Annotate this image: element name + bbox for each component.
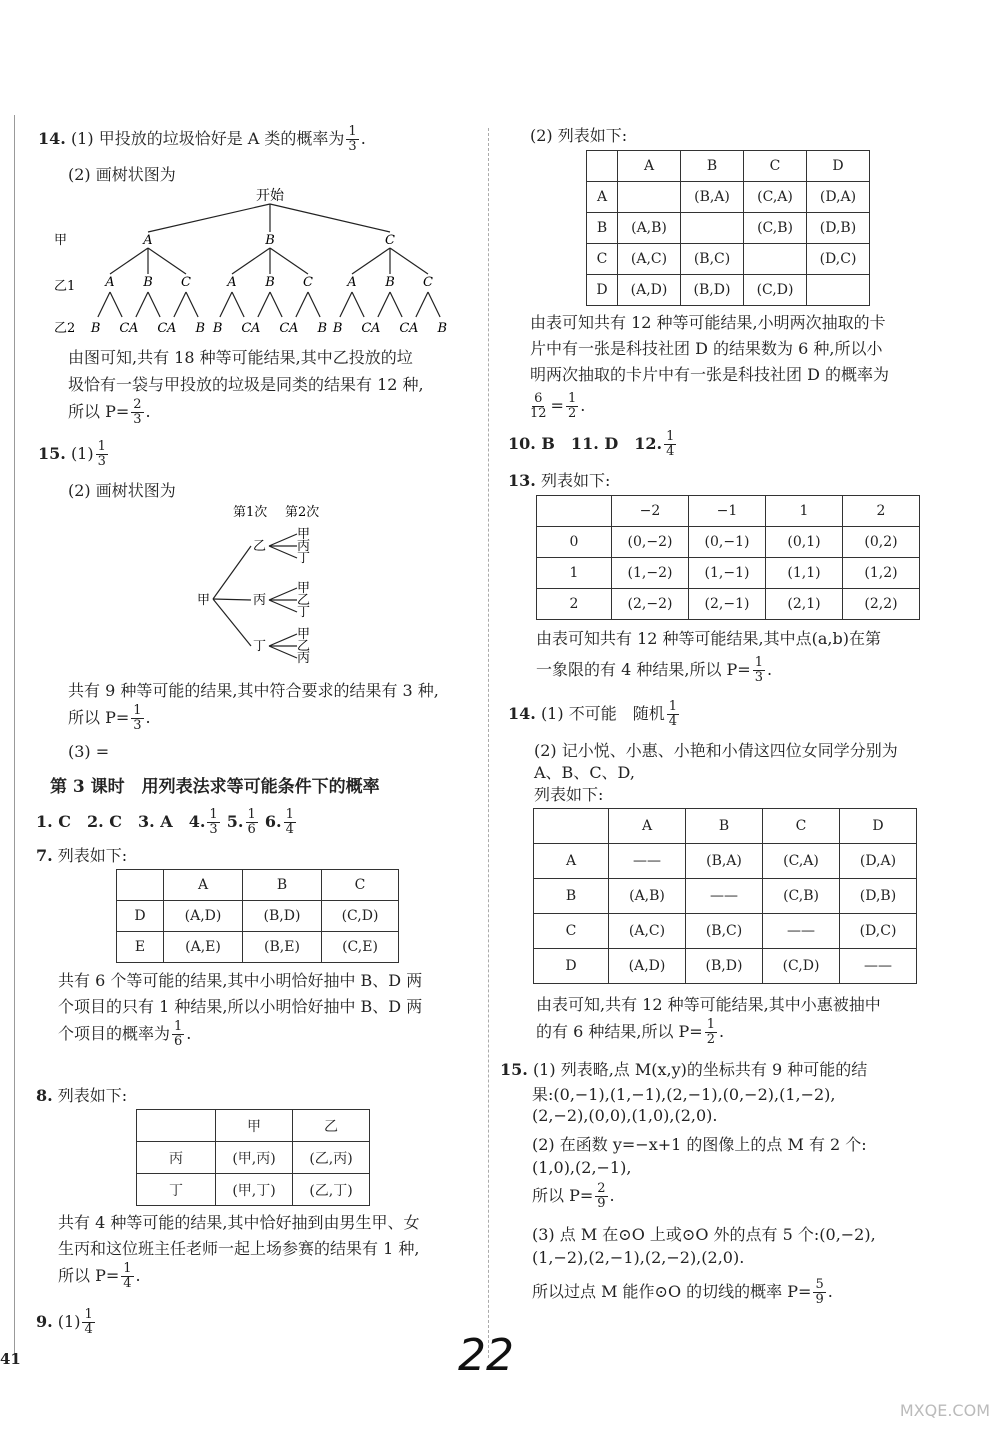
- tree-root: 甲: [197, 593, 211, 608]
- table-cell: (C,D): [763, 949, 840, 984]
- tree-branch: [270, 204, 390, 232]
- table-row: [117, 932, 399, 963]
- table-cell: (B,D): [686, 949, 763, 984]
- tree-node-l3: B: [317, 321, 328, 336]
- table-cell: D: [117, 901, 164, 932]
- table-q9: [586, 150, 870, 306]
- tree-header-2: 第2次: [285, 505, 320, 520]
- table-cell: B: [587, 213, 618, 244]
- tree-node-l3: A: [251, 321, 261, 336]
- table-cell: (0,−1): [689, 527, 766, 558]
- table-cell: (D,B): [807, 213, 870, 244]
- table-cell: (D,A): [840, 844, 917, 879]
- table-cell: 1: [537, 558, 612, 589]
- right-q14-c2: 的有 6 种结果,所以 P= $\frac{1}{2}$ .: [536, 1017, 725, 1047]
- table-cell: (0,2): [843, 527, 920, 558]
- table-cell: (甲,丁): [216, 1174, 293, 1206]
- table-cell: (乙,丙): [293, 1142, 370, 1174]
- tree-node-l2: C: [303, 275, 313, 290]
- right-q9-c3: 明两次抽取的卡片中有一张是科技社团 D 的概率为: [530, 365, 890, 384]
- table-cell: [807, 275, 870, 306]
- table-row: [587, 275, 870, 306]
- tree-branch: [269, 600, 297, 612]
- tree-branch: [110, 248, 148, 274]
- table-header-cell: −2: [612, 496, 689, 527]
- tree-node-l1: B: [265, 233, 275, 248]
- tree-node-l3: B: [332, 321, 343, 336]
- tree-node-l3: C: [399, 321, 410, 336]
- table-cell: (A,C): [609, 914, 686, 949]
- tree-branch: [296, 292, 308, 317]
- table-header-cell: B: [681, 151, 744, 182]
- tree-branch: [269, 588, 297, 600]
- left-q7-c3: 个项目的概率为 $\frac{1}{6}$ .: [58, 1019, 192, 1049]
- tree-node-mid: 丁: [253, 639, 267, 654]
- table-cell: (2,2): [843, 589, 920, 620]
- tree-branch: [352, 292, 364, 317]
- table-cell: 丙: [137, 1142, 216, 1174]
- right-q10-12: 10. B 11. D 12. $\frac{1}{4}$: [508, 429, 675, 459]
- left-q7-c2: 个项目的只有 1 种结果,所以小明恰好抽中 B、D 两: [58, 997, 423, 1016]
- table-cell: (2,1): [766, 589, 843, 620]
- answers-1-6: 1. C 2. C 3. A 4. $\frac{1}{3}$ 5. $\frac{1}{6}$ 6. $\frac{1}{4}$: [36, 807, 294, 837]
- right-q15-l2: 果:(0,−1),(1,−1),(2,−1),(0,−2),(1,−2),: [532, 1085, 836, 1104]
- tree-node-l2: C: [423, 275, 433, 290]
- tree-leaf: 甲: [297, 627, 311, 642]
- table-header-cell: 乙: [293, 1110, 370, 1142]
- table-row: [537, 558, 920, 589]
- table-cell: (D,A): [807, 182, 870, 213]
- table-cell: (B,D): [681, 275, 744, 306]
- table-header-cell: −1: [689, 496, 766, 527]
- tree-branch: [232, 248, 270, 274]
- tree-node-l2: C: [181, 275, 191, 290]
- table-row: [537, 527, 920, 558]
- table-cell: (B,E): [243, 932, 322, 963]
- table-header-cell: A: [609, 809, 686, 844]
- table-cell: (乙,丁): [293, 1174, 370, 1206]
- tree-node-l3: C: [361, 321, 372, 336]
- tree-leaf: 丁: [297, 551, 311, 566]
- table-cell: (甲,丙): [216, 1142, 293, 1174]
- table-cell: D: [587, 275, 618, 306]
- fraction: $\frac{2}{3}$: [133, 397, 142, 427]
- left-q14-conc1: 由图可知,共有 18 种等可能结果,其中乙投放的垃: [68, 348, 413, 367]
- table-cell: (A,B): [609, 879, 686, 914]
- tree-node-l3: A: [289, 321, 299, 336]
- right-q15-l8: (1,−2),(2,−1),(2,−2),(2,0).: [532, 1248, 745, 1267]
- table-header-row: [587, 151, 870, 182]
- table-header-cell: B: [243, 870, 322, 901]
- left-q8-intro: 8. 列表如下:: [36, 1086, 128, 1105]
- table-cell: (2,−2): [612, 589, 689, 620]
- table-cell: (B,C): [681, 244, 744, 275]
- tree-node-l3: C: [279, 321, 290, 336]
- tree-branch: [232, 292, 244, 317]
- tree-node-l3: B: [437, 321, 448, 336]
- tree-branch: [136, 292, 148, 317]
- right-q14-p2b: A、B、C、D,: [534, 763, 635, 782]
- table-cell: ——: [609, 844, 686, 879]
- tree-diagram-q15: [185, 500, 365, 675]
- tree-branch: [269, 634, 297, 646]
- tree-node-l3: A: [167, 321, 177, 336]
- left-q7-intro: 7. 列表如下:: [36, 846, 128, 865]
- table-cell: ——: [686, 879, 763, 914]
- table-row: [587, 182, 870, 213]
- table-cell: (D,B): [840, 879, 917, 914]
- tree-node-l1: C: [385, 233, 395, 248]
- tree-node-l3: A: [409, 321, 419, 336]
- left-q8-c1: 共有 4 种等可能的结果,其中恰好抽到由男生甲、女: [58, 1213, 420, 1232]
- table-row: [534, 844, 917, 879]
- right-q9-c1: 由表可知共有 12 种等可能结果,小明两次抽取的卡: [530, 313, 886, 332]
- table-header-cell: [534, 809, 609, 844]
- table-cell: C: [534, 914, 609, 949]
- right-q15-l6: 所以 P= $\frac{2}{9}$ .: [532, 1181, 615, 1211]
- row-label-yi1: 乙1: [54, 279, 76, 294]
- tree-node-mid: 乙: [253, 539, 267, 554]
- table-header-cell: [537, 496, 612, 527]
- right-q14-p2a: (2) 记小悦、小惠、小艳和小倩这四位女同学分别为: [534, 741, 898, 760]
- table-q8: [136, 1109, 370, 1206]
- tree-branches: [98, 204, 440, 317]
- tree-branch: [213, 546, 251, 599]
- tree-branch: [258, 292, 270, 317]
- table-header-cell: C: [763, 809, 840, 844]
- tree-node-l1: A: [143, 233, 153, 248]
- table-cell: (2,−1): [689, 589, 766, 620]
- table-cell: (B,A): [686, 844, 763, 879]
- table-header-row: [537, 496, 920, 527]
- left-q8-c3: 所以 P= $\frac{1}{4}$ .: [58, 1261, 141, 1291]
- table-cell: (C,E): [322, 932, 399, 963]
- table-cell: (1,−2): [612, 558, 689, 589]
- tree-node-l3: A: [371, 321, 381, 336]
- table-header-cell: 1: [766, 496, 843, 527]
- left-q9: 9. (1) $\frac{1}{4}$: [36, 1307, 93, 1337]
- right-q14-c1: 由表可知,共有 12 种等可能结果,其中小惠被抽中: [536, 995, 881, 1014]
- table-cell: (C,A): [763, 844, 840, 879]
- table-cell: (A,D): [164, 901, 243, 932]
- tree-branch: [148, 292, 160, 317]
- table-header-row: [137, 1110, 370, 1142]
- right-q15-l1: 15. (1) 列表略,点 M(x,y)的坐标共有 9 种可能的结: [500, 1060, 868, 1079]
- table-cell: (C,A): [744, 182, 807, 213]
- table-row: [137, 1174, 370, 1206]
- table-header-cell: [587, 151, 618, 182]
- tree-node-l3: B: [90, 321, 101, 336]
- table-row: [534, 949, 917, 984]
- table-cell: 丁: [137, 1174, 216, 1206]
- right-q13-c2: 一象限的有 4 种结果,所以 P= $\frac{1}{3}$ .: [536, 655, 773, 685]
- right-q9-p2: (2) 列表如下:: [530, 126, 628, 145]
- table-header-cell: [117, 870, 164, 901]
- tree-branch: [110, 292, 122, 317]
- tree-branch: [390, 292, 402, 317]
- fraction: $\frac{1}{3}$: [133, 703, 142, 733]
- table-row: [534, 879, 917, 914]
- right-q15-l7: (3) 点 M 在⊙O 上或⊙O 外的点有 5 个:(0,−2),: [532, 1225, 876, 1244]
- watermark: MXQE.COM: [899, 1401, 990, 1420]
- tree-branch: [378, 292, 390, 317]
- table-cell: B: [534, 879, 609, 914]
- section-title: 第 3 课时 用列表法求等可能条件下的概率: [50, 777, 380, 797]
- right-q14-p1: 14. (1) 不可能 随机 $\frac{1}{4}$: [508, 699, 677, 729]
- right-q15-l5: (1,0),(2,−1),: [532, 1158, 632, 1177]
- tree-leaf: 乙: [297, 593, 311, 608]
- right-q15-l9: 所以过点 M 能作⊙O 的切线的概率 P= $\frac{5}{9}$ .: [532, 1277, 833, 1307]
- tree-branch: [269, 534, 297, 546]
- table-header-cell: [137, 1110, 216, 1142]
- tree-branch: [174, 292, 186, 317]
- tree-branch: [428, 292, 440, 317]
- table-cell: [681, 213, 744, 244]
- table-header-row: [534, 809, 917, 844]
- tree-branch: [148, 204, 270, 232]
- table-row: [534, 914, 917, 949]
- table-header-cell: A: [618, 151, 681, 182]
- tree-branch: [186, 292, 198, 317]
- table-header-cell: D: [807, 151, 870, 182]
- table-cell: (C,B): [744, 213, 807, 244]
- tree-branch: [148, 248, 186, 274]
- table-cell: ——: [763, 914, 840, 949]
- fraction: $\frac{1}{3}$: [348, 124, 357, 154]
- left-q8-c2: 生丙和这位班主任老师一起上场参赛的结果有 1 种,: [58, 1239, 420, 1258]
- table-cell: A: [534, 844, 609, 879]
- table-header-row: [117, 870, 399, 901]
- tree-leaf: 丙: [297, 651, 311, 666]
- tree-node-l3: C: [241, 321, 252, 336]
- table-cell: (A,B): [618, 213, 681, 244]
- left-q14-conc3: 所以 P= $\frac{2}{3}$ .: [68, 397, 151, 427]
- table-row: [587, 213, 870, 244]
- tree-node-l2: B: [143, 275, 153, 290]
- table-cell: (B,C): [686, 914, 763, 949]
- table-cell: (A,D): [618, 275, 681, 306]
- table-row: [117, 901, 399, 932]
- tree-branch: [308, 292, 320, 317]
- left-margin-rule: [14, 115, 15, 1355]
- corner-mark: 41: [0, 1350, 21, 1368]
- table-cell: (B,A): [681, 182, 744, 213]
- left-q14-conc2: 圾恰有一袋与甲投放的垃圾是同类的结果有 12 种,: [68, 375, 424, 394]
- fraction: $\frac{1}{3}$: [97, 439, 106, 469]
- left-q15-p1: 15. (1) $\frac{1}{3}$: [38, 439, 106, 469]
- tree-branch: [416, 292, 428, 317]
- tree-leaf: 甲: [297, 581, 311, 596]
- tree-node-l2: A: [347, 275, 357, 290]
- table-q14: [533, 808, 917, 984]
- table-cell: (A,C): [618, 244, 681, 275]
- row-label-jia: 甲: [54, 233, 68, 248]
- table-q13: [536, 495, 920, 620]
- tree-branch: [213, 599, 251, 600]
- right-q9-c4: $\frac{6}{12}$ = $\frac{1}{2}$ .: [530, 391, 586, 421]
- tree-leaf: 乙: [297, 639, 311, 654]
- text: (1) 甲投放的垃圾恰好是 A 类的概率为: [70, 129, 345, 148]
- left-q15-p3: (3) =: [68, 742, 110, 761]
- table-row: [137, 1142, 370, 1174]
- table-cell: (1,−1): [689, 558, 766, 589]
- row-label-yi2: 乙2: [54, 321, 76, 336]
- table-cell: (B,D): [243, 901, 322, 932]
- right-q15-l3: (2,−2),(0,0),(1,0),(2,0).: [532, 1106, 718, 1125]
- tree-branch: [390, 248, 428, 274]
- table-cell: D: [534, 949, 609, 984]
- table-cell: (D,C): [840, 914, 917, 949]
- table-cell: (C,D): [322, 901, 399, 932]
- table-cell: 2: [537, 589, 612, 620]
- tree-branch: [269, 546, 297, 558]
- right-q13-intro: 13. 列表如下:: [508, 471, 611, 490]
- table-cell: (1,1): [766, 558, 843, 589]
- tree-branch: [220, 292, 232, 317]
- table-header-cell: D: [840, 809, 917, 844]
- tree-branch: [269, 646, 297, 658]
- tree-node-l2: A: [105, 275, 115, 290]
- table-row: [537, 589, 920, 620]
- left-q14-line2: (2) 画树状图为: [68, 165, 176, 184]
- table-cell: (0,1): [766, 527, 843, 558]
- right-q14-p2c: 列表如下:: [534, 785, 604, 804]
- right-q9-c2: 片中有一张是科技社团 D 的结果数为 6 种,所以小: [530, 339, 883, 358]
- tree-branch: [213, 599, 251, 646]
- right-q15-l4: (2) 在函数 y=−x+1 的图像上的点 M 有 2 个:: [532, 1135, 867, 1154]
- tree-labels: [197, 527, 310, 666]
- right-q13-c1: 由表可知共有 12 种等可能结果,其中点(a,b)在第: [536, 629, 881, 648]
- table-cell: (A,E): [164, 932, 243, 963]
- tree-leaf: 丙: [297, 539, 311, 554]
- table-row: [587, 244, 870, 275]
- question-number: 14.: [38, 129, 66, 148]
- table-header-cell: A: [164, 870, 243, 901]
- tree-node-l3: B: [212, 321, 223, 336]
- tree-leaf: 丁: [297, 605, 311, 620]
- tree-node-l3: B: [195, 321, 206, 336]
- table-header-cell: C: [322, 870, 399, 901]
- table-cell: [618, 182, 681, 213]
- handwritten-page-number: 22: [458, 1330, 514, 1381]
- table-cell: A: [587, 182, 618, 213]
- tree-branch: [270, 248, 308, 274]
- tree-node-mid: 丙: [253, 593, 267, 608]
- table-header-cell: 甲: [216, 1110, 293, 1142]
- table-cell: (1,2): [843, 558, 920, 589]
- tree-node-l3: A: [129, 321, 139, 336]
- table-q7: [116, 869, 399, 963]
- tree-node-l3: C: [157, 321, 168, 336]
- tree-branch: [340, 292, 352, 317]
- tree-branch: [270, 292, 282, 317]
- left-q7-c1: 共有 6 个等可能的结果,其中小明恰好抽中 B、D 两: [58, 971, 423, 990]
- table-cell: (D,C): [807, 244, 870, 275]
- table-cell: (C,D): [744, 275, 807, 306]
- tree-header-1: 第1次: [233, 505, 268, 520]
- tree-node-l2: A: [227, 275, 237, 290]
- tree-leaf: 甲: [297, 527, 311, 542]
- table-header-cell: B: [686, 809, 763, 844]
- table-cell: C: [587, 244, 618, 275]
- left-q14-line1: 14. (1) 甲投放的垃圾恰好是 A 类的概率为 $\frac{1}{3}$ .: [38, 124, 366, 154]
- tree-node-l2: B: [265, 275, 275, 290]
- table-header-cell: C: [744, 151, 807, 182]
- left-q15-conc2: 所以 P= $\frac{1}{3}$ .: [68, 703, 151, 733]
- table-cell: (0,−2): [612, 527, 689, 558]
- tree-diagram-q14: [50, 182, 490, 342]
- left-q15-p2: (2) 画树状图为: [68, 481, 176, 500]
- table-cell: ——: [840, 949, 917, 984]
- table-cell: [744, 244, 807, 275]
- tree-branch: [352, 248, 390, 274]
- tree-node-l3: C: [119, 321, 130, 336]
- table-cell: (A,D): [609, 949, 686, 984]
- table-header-cell: 2: [843, 496, 920, 527]
- tree-branch: [98, 292, 110, 317]
- table-cell: (C,B): [763, 879, 840, 914]
- table-cell: E: [117, 932, 164, 963]
- tree-node-l2: B: [385, 275, 395, 290]
- left-q15-conc1: 共有 9 种等可能的结果,其中符合要求的结果有 3 种,: [68, 681, 439, 700]
- table-cell: 0: [537, 527, 612, 558]
- tree-root: 开始: [256, 188, 284, 204]
